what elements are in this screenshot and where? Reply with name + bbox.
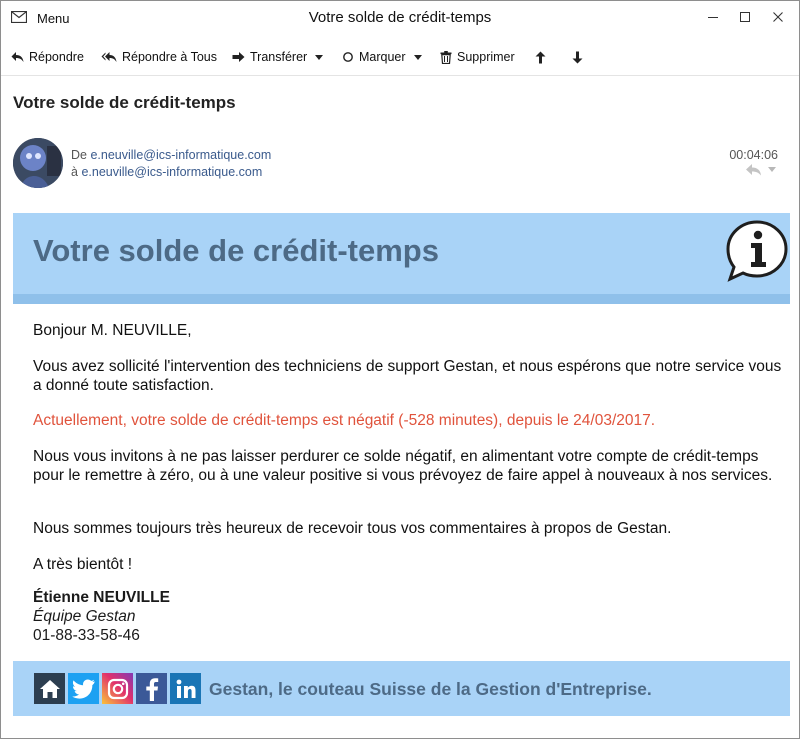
message-subject: Votre solde de crédit-temps: [13, 93, 236, 112]
delete-button[interactable]: [440, 47, 515, 67]
signature-name: Étienne NEUVILLE: [33, 589, 170, 606]
toolbar-divider: [1, 75, 799, 76]
forward-button[interactable]: [232, 47, 323, 67]
arrow-up-icon: [535, 51, 546, 64]
twitter-icon: [72, 679, 96, 699]
banner-title: Votre solde de crédit-temps: [33, 233, 439, 268]
reply-label: Répondre: [29, 50, 84, 64]
recipient-line: [71, 165, 262, 179]
banner-strip: [13, 294, 790, 304]
linkedin-icon: [175, 678, 197, 700]
toolbar: [1, 41, 799, 73]
recipient-email[interactable]: e.neuville@ics-informatique.com: [81, 165, 263, 179]
reply-icon: [11, 51, 24, 63]
home-link[interactable]: [34, 673, 65, 704]
paragraph-invite: Nous vous invitons à ne pas laisser perdurer ce solde négatif, en alimentant votre compte de crédit-temps pour le remettre à zéro, ou à une valeur positive si vous prévoyez de faire appel à nouveaux à nos services.: [33, 448, 773, 484]
email-footer: [13, 661, 790, 716]
delete-label: Supprimer: [457, 50, 515, 64]
sender-email[interactable]: e.neuville@ics-informatique.com: [90, 148, 272, 162]
paragraph-intro: Vous avez sollicité l'intervention des techniciens de support Gestan, et nous espérons que notre service vous a donné toute satisfaction.: [33, 358, 782, 394]
from-prefix: De: [71, 148, 87, 162]
closing: A très bientôt !: [33, 556, 133, 573]
signature-phone: 01-88-33-58-46: [33, 627, 140, 644]
minimize-button[interactable]: [696, 1, 730, 33]
reply-button[interactable]: [11, 47, 84, 67]
menu-button[interactable]: [11, 8, 70, 28]
reply-all-button[interactable]: [101, 47, 217, 67]
twitter-link[interactable]: [68, 673, 99, 704]
reply-all-label: Répondre à Tous: [122, 50, 217, 64]
envelope-icon: [11, 11, 27, 26]
chevron-down-icon: [414, 55, 422, 60]
sender-avatar[interactable]: [13, 138, 63, 188]
title-bar: [1, 1, 799, 35]
close-button[interactable]: [761, 1, 795, 33]
instagram-link[interactable]: [102, 673, 133, 704]
previous-message-button[interactable]: [535, 47, 546, 67]
mark-button[interactable]: [342, 47, 422, 67]
email-banner: [13, 213, 790, 304]
arrow-down-icon: [572, 51, 583, 64]
facebook-link[interactable]: [136, 673, 167, 704]
info-bubble-icon: [725, 218, 789, 284]
message-time: 00:04:06: [729, 148, 778, 162]
footer-tagline: Gestan, le couteau Suisse de la Gestion d'Entreprise.: [209, 679, 652, 699]
menu-label: Menu: [37, 10, 70, 26]
window-title: Votre solde de crédit-temps: [308, 9, 492, 26]
trash-icon: [440, 51, 452, 64]
chevron-down-icon: [315, 55, 323, 60]
reply-icon: [745, 163, 762, 176]
close-icon: [772, 11, 784, 23]
linkedin-link[interactable]: [170, 673, 201, 704]
instagram-icon: [107, 678, 129, 700]
maximize-icon: [739, 11, 751, 23]
quick-reply-button[interactable]: [745, 163, 776, 176]
circle-icon: [342, 51, 354, 63]
sender-line: [71, 148, 271, 162]
home-icon: [38, 678, 62, 700]
forward-arrow-icon: [232, 51, 245, 63]
facebook-icon: [145, 677, 159, 701]
mark-label: Marquer: [359, 50, 406, 64]
forward-label: Transférer: [250, 50, 308, 64]
greeting: Bonjour M. NEUVILLE,: [33, 322, 192, 339]
next-message-button[interactable]: [572, 47, 583, 67]
maximize-button[interactable]: [728, 1, 762, 33]
to-prefix: à: [71, 165, 78, 179]
minimize-icon: [707, 11, 719, 23]
paragraph-comments: Nous sommes toujours très heureux de recevoir tous vos commentaires à propos de Gestan.: [33, 520, 672, 537]
chevron-down-icon: [768, 167, 776, 172]
signature-team: Équipe Gestan: [33, 608, 136, 625]
credit-alert: Actuellement, votre solde de crédit-temps est négatif (-528 minutes), depuis le 24/03/2017.: [33, 412, 656, 429]
reply-all-icon: [101, 51, 117, 63]
